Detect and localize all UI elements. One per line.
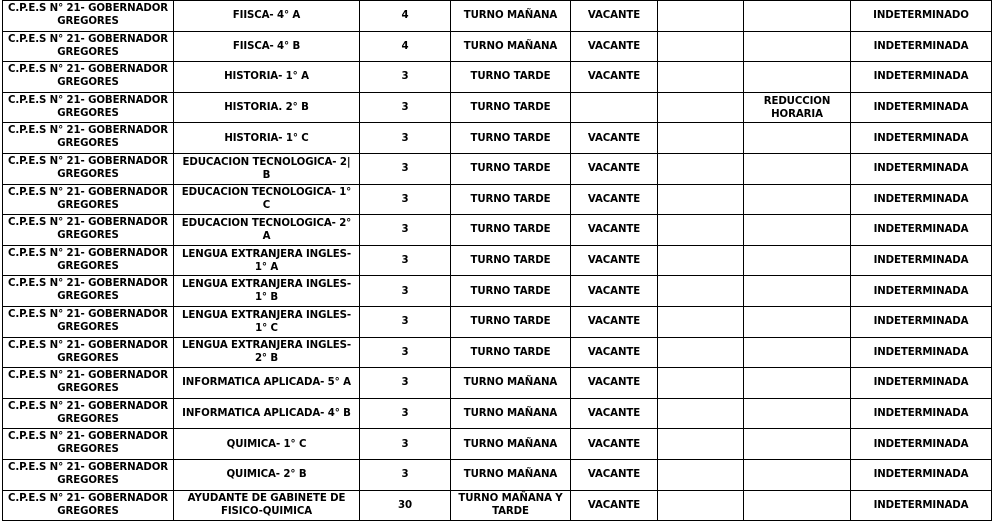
status-cell: VACANTE bbox=[571, 62, 658, 93]
table-row bbox=[3, 153, 992, 184]
empty-cell bbox=[658, 337, 744, 368]
school-cell: C.P.E.S N° 21- GOBERNADOR GREGORES bbox=[3, 368, 174, 399]
empty-cell bbox=[658, 1, 744, 32]
status-cell: VACANTE bbox=[571, 153, 658, 184]
subject-cell: INFORMATICA APLICADA- 5° A bbox=[174, 368, 360, 399]
shift-cell: TURNO MAÑANA bbox=[451, 1, 571, 32]
empty-cell bbox=[658, 153, 744, 184]
reason-cell bbox=[744, 337, 851, 368]
status-cell: VACANTE bbox=[571, 429, 658, 460]
school-cell: C.P.E.S N° 21- GOBERNADOR GREGORES bbox=[3, 429, 174, 460]
vacancy-table bbox=[2, 0, 992, 521]
reason-cell bbox=[744, 429, 851, 460]
type-cell: INDETERMINADA bbox=[851, 459, 992, 490]
hours-cell: 3 bbox=[360, 306, 451, 337]
empty-cell bbox=[658, 92, 744, 123]
reason-cell bbox=[744, 398, 851, 429]
shift-cell: TURNO TARDE bbox=[451, 184, 571, 215]
empty-cell bbox=[658, 215, 744, 246]
empty-cell bbox=[658, 459, 744, 490]
empty-cell bbox=[658, 490, 744, 521]
subject-cell: EDUCACION TECNOLOGICA- 1° C bbox=[174, 184, 360, 215]
type-cell: INDETERMINADA bbox=[851, 306, 992, 337]
table-row bbox=[3, 62, 992, 93]
table-body bbox=[3, 1, 992, 521]
shift-cell: TURNO TARDE bbox=[451, 153, 571, 184]
status-cell: VACANTE bbox=[571, 215, 658, 246]
reason-cell bbox=[744, 123, 851, 154]
school-cell: C.P.E.S N° 21- GOBERNADOR GREGORES bbox=[3, 184, 174, 215]
hours-cell: 3 bbox=[360, 429, 451, 460]
shift-cell: TURNO TARDE bbox=[451, 215, 571, 246]
table-row bbox=[3, 215, 992, 246]
status-cell: VACANTE bbox=[571, 184, 658, 215]
type-cell: INDETERMINADA bbox=[851, 215, 992, 246]
shift-cell: TURNO TARDE bbox=[451, 337, 571, 368]
type-cell: INDETERMINADA bbox=[851, 31, 992, 62]
subject-cell: LENGUA EXTRANJERA INGLES-1° B bbox=[174, 276, 360, 307]
table-row bbox=[3, 490, 992, 521]
reason-cell bbox=[744, 184, 851, 215]
type-cell: INDETERMINADA bbox=[851, 337, 992, 368]
type-cell: INDETERMINADA bbox=[851, 490, 992, 521]
reason-cell bbox=[744, 459, 851, 490]
hours-cell: 3 bbox=[360, 368, 451, 399]
shift-cell: TURNO MAÑANA bbox=[451, 459, 571, 490]
table-row bbox=[3, 276, 992, 307]
hours-cell: 4 bbox=[360, 31, 451, 62]
shift-cell: TURNO MAÑANA bbox=[451, 31, 571, 62]
status-cell: VACANTE bbox=[571, 459, 658, 490]
hours-cell: 30 bbox=[360, 490, 451, 521]
hours-cell: 3 bbox=[360, 459, 451, 490]
school-cell: C.P.E.S N° 21- GOBERNADOR GREGORES bbox=[3, 62, 174, 93]
subject-cell: INFORMATICA APLICADA- 4° B bbox=[174, 398, 360, 429]
type-cell: INDETERMINADA bbox=[851, 123, 992, 154]
school-cell: C.P.E.S N° 21- GOBERNADOR GREGORES bbox=[3, 92, 174, 123]
subject-cell: FIISCA- 4° A bbox=[174, 1, 360, 32]
school-cell: C.P.E.S N° 21- GOBERNADOR GREGORES bbox=[3, 245, 174, 276]
subject-cell: QUIMICA- 1° C bbox=[174, 429, 360, 460]
shift-cell: TURNO TARDE bbox=[451, 306, 571, 337]
table-row bbox=[3, 1, 992, 32]
subject-cell: QUIMICA- 2° B bbox=[174, 459, 360, 490]
type-cell: INDETERMINADA bbox=[851, 153, 992, 184]
reason-cell bbox=[744, 490, 851, 521]
type-cell: INDETERMINADA bbox=[851, 368, 992, 399]
shift-cell: TURNO MAÑANA Y TARDE bbox=[451, 490, 571, 521]
type-cell: INDETERMINADA bbox=[851, 62, 992, 93]
status-cell: VACANTE bbox=[571, 398, 658, 429]
reason-cell bbox=[744, 1, 851, 32]
shift-cell: TURNO MAÑANA bbox=[451, 398, 571, 429]
subject-cell: EDUCACION TECNOLOGICA- 2| B bbox=[174, 153, 360, 184]
type-cell: INDETERMINADO bbox=[851, 1, 992, 32]
subject-cell: HISTORIA- 1° A bbox=[174, 62, 360, 93]
table-row bbox=[3, 429, 992, 460]
school-cell: C.P.E.S N° 21- GOBERNADOR GREGORES bbox=[3, 123, 174, 154]
school-cell: C.P.E.S N° 21- GOBERNADOR GREGORES bbox=[3, 459, 174, 490]
shift-cell: TURNO TARDE bbox=[451, 62, 571, 93]
subject-cell: HISTORIA. 2° B bbox=[174, 92, 360, 123]
table-row bbox=[3, 31, 992, 62]
reason-cell bbox=[744, 245, 851, 276]
status-cell: VACANTE bbox=[571, 1, 658, 32]
reason-cell bbox=[744, 31, 851, 62]
table-row bbox=[3, 245, 992, 276]
status-cell: VACANTE bbox=[571, 245, 658, 276]
table-row bbox=[3, 306, 992, 337]
school-cell: C.P.E.S N° 21- GOBERNADOR GREGORES bbox=[3, 337, 174, 368]
hours-cell: 3 bbox=[360, 276, 451, 307]
school-cell: C.P.E.S N° 21- GOBERNADOR GREGORES bbox=[3, 398, 174, 429]
subject-cell: LENGUA EXTRANJERA INGLES-1° A bbox=[174, 245, 360, 276]
reason-cell bbox=[744, 62, 851, 93]
empty-cell bbox=[658, 62, 744, 93]
type-cell: INDETERMINADA bbox=[851, 92, 992, 123]
hours-cell: 3 bbox=[360, 123, 451, 154]
reason-cell bbox=[744, 306, 851, 337]
type-cell: INDETERMINADA bbox=[851, 276, 992, 307]
status-cell: VACANTE bbox=[571, 306, 658, 337]
table-row bbox=[3, 184, 992, 215]
school-cell: C.P.E.S N° 21- GOBERNADOR GREGORES bbox=[3, 276, 174, 307]
empty-cell bbox=[658, 245, 744, 276]
subject-cell: HISTORIA- 1° C bbox=[174, 123, 360, 154]
type-cell: INDETERMINADA bbox=[851, 245, 992, 276]
empty-cell bbox=[658, 306, 744, 337]
type-cell: INDETERMINADA bbox=[851, 184, 992, 215]
hours-cell: 4 bbox=[360, 1, 451, 32]
hours-cell: 3 bbox=[360, 245, 451, 276]
table-row bbox=[3, 123, 992, 154]
type-cell: INDETERMINADA bbox=[851, 429, 992, 460]
hours-cell: 3 bbox=[360, 337, 451, 368]
school-cell: C.P.E.S N° 21- GOBERNADOR GREGORES bbox=[3, 31, 174, 62]
table-row bbox=[3, 368, 992, 399]
shift-cell: TURNO TARDE bbox=[451, 245, 571, 276]
empty-cell bbox=[658, 123, 744, 154]
status-cell: VACANTE bbox=[571, 123, 658, 154]
shift-cell: TURNO MAÑANA bbox=[451, 429, 571, 460]
shift-cell: TURNO MAÑANA bbox=[451, 368, 571, 399]
table-row bbox=[3, 337, 992, 368]
school-cell: C.P.E.S N° 21- GOBERNADOR GREGORES bbox=[3, 1, 174, 32]
type-cell: INDETERMINADA bbox=[851, 398, 992, 429]
status-cell bbox=[571, 92, 658, 123]
subject-cell: EDUCACION TECNOLOGICA- 2° A bbox=[174, 215, 360, 246]
hours-cell: 3 bbox=[360, 398, 451, 429]
reason-cell bbox=[744, 153, 851, 184]
table-row bbox=[3, 92, 992, 123]
subject-cell: LENGUA EXTRANJERA INGLES-2° B bbox=[174, 337, 360, 368]
table-row bbox=[3, 398, 992, 429]
hours-cell: 3 bbox=[360, 215, 451, 246]
reason-cell: REDUCCION HORARIA bbox=[744, 92, 851, 123]
reason-cell bbox=[744, 215, 851, 246]
status-cell: VACANTE bbox=[571, 490, 658, 521]
hours-cell: 3 bbox=[360, 153, 451, 184]
status-cell: VACANTE bbox=[571, 337, 658, 368]
shift-cell: TURNO TARDE bbox=[451, 92, 571, 123]
subject-cell: FIISCA- 4° B bbox=[174, 31, 360, 62]
school-cell: C.P.E.S N° 21- GOBERNADOR GREGORES bbox=[3, 215, 174, 246]
status-cell: VACANTE bbox=[571, 31, 658, 62]
school-cell: C.P.E.S N° 21- GOBERNADOR GREGORES bbox=[3, 306, 174, 337]
hours-cell: 3 bbox=[360, 92, 451, 123]
reason-cell bbox=[744, 276, 851, 307]
reason-cell bbox=[744, 368, 851, 399]
empty-cell bbox=[658, 398, 744, 429]
table-row bbox=[3, 459, 992, 490]
shift-cell: TURNO TARDE bbox=[451, 123, 571, 154]
status-cell: VACANTE bbox=[571, 276, 658, 307]
status-cell: VACANTE bbox=[571, 368, 658, 399]
empty-cell bbox=[658, 184, 744, 215]
hours-cell: 3 bbox=[360, 184, 451, 215]
school-cell: C.P.E.S N° 21- GOBERNADOR GREGORES bbox=[3, 153, 174, 184]
subject-cell: LENGUA EXTRANJERA INGLES-1° C bbox=[174, 306, 360, 337]
empty-cell bbox=[658, 31, 744, 62]
subject-cell: AYUDANTE DE GABINETE DE FISICO-QUIMICA bbox=[174, 490, 360, 521]
empty-cell bbox=[658, 429, 744, 460]
shift-cell: TURNO TARDE bbox=[451, 276, 571, 307]
empty-cell bbox=[658, 368, 744, 399]
school-cell: C.P.E.S N° 21- GOBERNADOR GREGORES bbox=[3, 490, 174, 521]
hours-cell: 3 bbox=[360, 62, 451, 93]
empty-cell bbox=[658, 276, 744, 307]
